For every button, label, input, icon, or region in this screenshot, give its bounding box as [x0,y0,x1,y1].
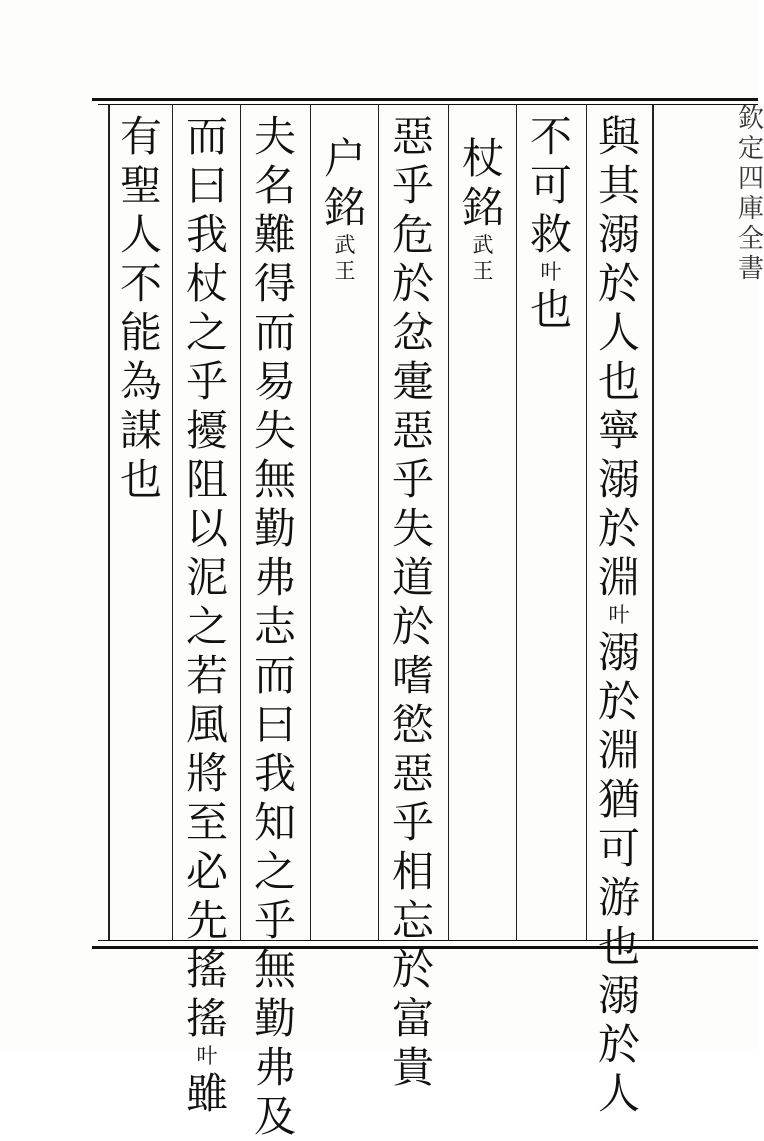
text-char: 於 [597,677,640,726]
top-inner-rule [98,104,758,105]
text-char: 失 [253,406,296,455]
text-char: 乎 [391,798,434,847]
text-char: 以 [185,504,228,553]
text-char: 搖 [185,994,228,1043]
left-frame-line [108,104,110,940]
top-border-rule [92,98,758,101]
text-char: 道 [391,553,434,602]
text-char: 阻 [185,455,228,504]
text-char: 也 [119,455,162,504]
text-char: 聖 [119,161,162,210]
text-char: 於 [391,602,434,651]
text-char: 曰 [185,161,228,210]
text-char: 淵 [597,553,640,602]
annotation-char: 王 [334,259,356,283]
text-char: 也 [597,922,640,971]
text-column [528,112,574,334]
fore-edge-fragments [738,104,764,940]
text-char: 銘 [323,183,366,232]
text-char: 而 [185,112,228,161]
text-char: 將 [185,749,228,798]
text-char: 志 [253,602,296,651]
text-char: 慾 [391,700,434,749]
text-char: 必 [185,847,228,896]
text-char: 無 [253,455,296,504]
annotation-char: 叶 [196,1044,218,1068]
text-char: 杖 [461,134,504,183]
text-column [322,112,368,284]
annotation-char: 叶 [608,603,630,627]
text-char: 於 [597,1020,640,1069]
text-char: 其 [597,161,640,210]
text-char: 救 [529,210,572,259]
text-char: 勤 [253,504,296,553]
text-char: 弗 [253,1043,296,1092]
text-char: 乎 [391,455,434,504]
text-char: 貴 [391,1043,434,1092]
text-char: 而 [253,651,296,700]
text-char: 杖 [185,259,228,308]
text-char: 忿 [391,308,434,357]
text-char: 先 [185,896,228,945]
column-divider [378,104,379,940]
annotation-char: 武 [334,233,356,257]
text-column [390,112,436,1092]
text-char: 夫 [253,112,296,161]
text-char: 也 [529,285,572,334]
text-char: 疐 [391,357,434,406]
text-char: 惡 [391,112,434,161]
text-char: 可 [529,161,572,210]
text-char: 溺 [597,455,640,504]
text-char: 搖 [185,945,228,994]
text-char: 無 [253,945,296,994]
edge-fragment-char: 四 [738,164,764,194]
text-char: 難 [253,210,296,259]
text-char: 能 [119,308,162,357]
text-column [596,112,642,1118]
text-char: 知 [253,798,296,847]
text-char: 易 [253,357,296,406]
text-char: 乎 [253,896,296,945]
text-char: 之 [253,847,296,896]
text-char: 為 [119,357,162,406]
text-char: 謀 [119,406,162,455]
text-char: 有 [119,112,162,161]
text-char: 不 [119,259,162,308]
text-char: 惡 [391,406,434,455]
text-char: 於 [597,504,640,553]
text-char: 若 [185,651,228,700]
annotation-char: 叶 [540,260,562,284]
text-char: 於 [597,259,640,308]
text-char: 而 [253,308,296,357]
text-char: 雖 [185,1069,228,1118]
text-char: 得 [253,259,296,308]
column-divider [516,104,517,940]
text-column [252,112,298,1141]
text-char: 猶 [597,775,640,824]
text-char: 溺 [597,628,640,677]
text-char: 寧 [597,406,640,455]
column-divider [172,104,173,940]
text-char: 我 [253,749,296,798]
text-char: 勤 [253,994,296,1043]
text-char: 至 [185,798,228,847]
text-char: 相 [391,847,434,896]
text-char: 之 [185,602,228,651]
text-char: 人 [119,210,162,259]
text-char: 與 [597,112,640,161]
text-char: 嗜 [391,651,434,700]
text-char: 風 [185,700,228,749]
text-char: 忘 [391,896,434,945]
text-column [460,112,506,284]
column-divider [586,104,587,940]
text-column [118,112,164,504]
annotation-char: 武 [472,233,494,257]
text-char: 及 [253,1092,296,1141]
text-char: 弗 [253,553,296,602]
text-char: 危 [391,210,434,259]
text-char: 人 [597,1069,640,1118]
text-char: 淵 [597,726,640,775]
text-char: 乎 [185,357,228,406]
text-char: 之 [185,308,228,357]
text-char: 擾 [185,406,228,455]
text-char: 惡 [391,749,434,798]
right-frame-line [652,104,654,940]
column-divider [310,104,311,940]
edge-fragment-char: 定 [738,134,764,164]
column-divider [448,104,449,940]
text-char: 溺 [597,971,640,1020]
text-char: 不 [529,112,572,161]
text-char: 户 [323,134,366,183]
column-divider [240,104,241,940]
annotation-char: 王 [472,259,494,283]
text-char: 曰 [253,700,296,749]
text-char: 溺 [597,210,640,259]
edge-fragment-char: 書 [738,254,764,284]
text-char: 於 [391,945,434,994]
text-char: 也 [597,357,640,406]
edge-fragment-char: 全 [738,224,764,254]
text-char: 可 [597,824,640,873]
text-char: 銘 [461,183,504,232]
text-char: 乎 [391,161,434,210]
text-char: 人 [597,308,640,357]
text-char: 我 [185,210,228,259]
text-column [184,112,230,1118]
text-char: 名 [253,161,296,210]
text-char: 於 [391,259,434,308]
text-char: 失 [391,504,434,553]
edge-fragment-char: 欽 [738,104,764,134]
text-char: 富 [391,994,434,1043]
text-char: 泥 [185,553,228,602]
edge-fragment-char: 庫 [738,194,764,224]
text-char: 游 [597,873,640,922]
